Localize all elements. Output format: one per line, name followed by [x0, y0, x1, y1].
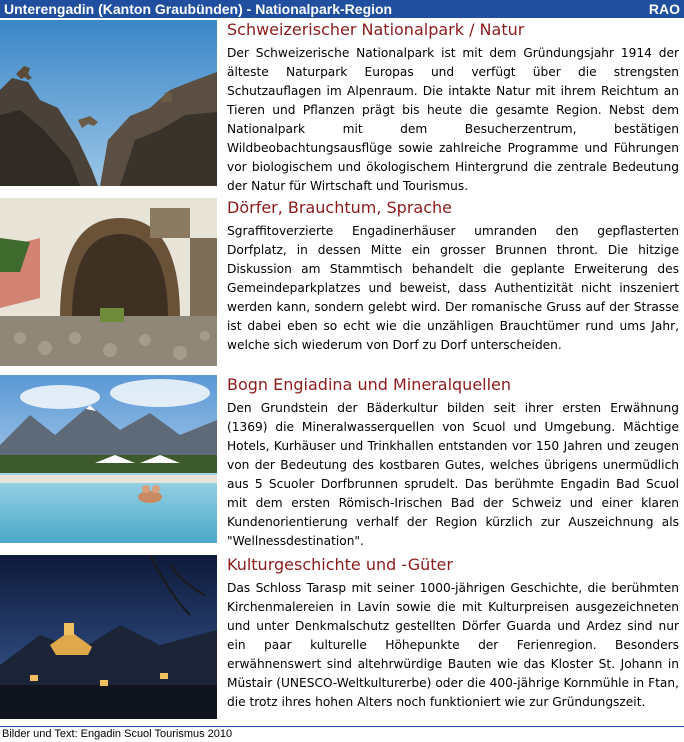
- section-text: [227, 20, 679, 196]
- page-footer: [0, 726, 684, 742]
- section-body: Der Schweizerische Nationalpark ist mit dem Gründungsjahr 1914 der älteste Naturpark Europas und verfügt über die strengsten Schutzauflagen im Alpenraum. Die intakte Natur mit ihrem Reichtum an Tieren und Pflanzen prägt bis heute die gesamte Region. Nebst dem Nationalpark mit dem Besucherzentrum, bestätigen Wildbeobachtungsausflüge sowie zahlreiche Programme und Führungen vor biologischem und ökologischem Hintergrund die zentrale Bedeutung der Natur für Wirtschaft und Tourismus.: [227, 46, 679, 193]
- section-body: Das Schloss Tarasp mit seiner 1000-jährigen Geschichte, die berühmten Kirchenmalereien in Lavin sowie die mit Kulturpreisen ausgezeichneten und unter Denkmalschutz gestellten Dörfer Guarda und Ardez sind nur ein paar kulturelle Höhepunkte der Ferienregion. Besonders erwähnenswert sind altehrwürdige Bauten wie das Kloster St. Johann in Müstair (UNESCO-Weltkulturerbe) oder die 400-jährige Kornmühle in Ftan, die trotz ihres hohen Alters noch funktioniert wie zur Gründungszeit.: [227, 581, 679, 709]
- section-text: [227, 555, 679, 712]
- photo-castle-night: [0, 555, 217, 719]
- section-bogn-engiadina: [0, 375, 684, 547]
- section-body: Sgraffitoverzierte Engadinerhäuser umranden den gepflasterten Dorfplatz, in dessen Mitte ein grosser Brunnen thront. Die hitzige Diskussion am Stammtisch behandelt die geplante Erweiterung des Gemeindeparkplatzes und beweist, dass Authentizität nicht inszeniert werden kann, sondern gelebt wird. Der romanische Gruss auf der Strasse ist dabei eben so echt wie die unzähligen Brauchtümer rund ums Jahr, welche sich wiederum von Dorf zu Dorf unterscheiden.: [227, 224, 679, 352]
- section-heading: Bogn Engiadina und Mineralquellen: [227, 375, 512, 394]
- section-nationalpark: [0, 20, 684, 192]
- section-heading: Schweizerischer Nationalpark / Natur: [227, 20, 525, 39]
- section-text: [227, 375, 679, 551]
- section-heading: Dörfer, Brauchtum, Sprache: [227, 198, 452, 217]
- photo-credit: Bilder und Text: Engadin Scuol Tourismus 2010: [2, 728, 233, 740]
- photo-ibex-rocks: [0, 20, 217, 186]
- section-text: [227, 198, 679, 355]
- photo-thermal-pool: [0, 375, 217, 543]
- region-code: RAO: [648, 1, 680, 17]
- page-title: Unterengadin (Kanton Graubünden) - Nationalpark-Region: [4, 1, 393, 17]
- photo-village-house: [0, 198, 217, 366]
- section-doerfer: [0, 198, 684, 370]
- section-heading: Kulturgeschichte und -Güter: [227, 555, 453, 574]
- section-body: Den Grundstein der Bäderkultur bilden seit ihrer ersten Erwähnung (1369) die Mineralwasserquellen von Scuol und Umgebung. Mächtige Hotels, Kurhäuser und Trinkhallen entstanden vor 150 Jahren und zeugen von der Bedeutung des kostbaren Gutes, welches übrigens unermüdlich aus 5 Scuoler Dorfbrunnen sprudelt. Das berühmte Engadin Bad Scuol mit dem ersten Römisch-Irischen Bad der Schweiz und einer klaren Kundenorientierung verhalf der Region kürzlich zur Auszeichnung als "Wellnessdestination".: [227, 401, 679, 548]
- page-header: [0, 0, 684, 18]
- section-kulturgeschichte: [0, 555, 684, 725]
